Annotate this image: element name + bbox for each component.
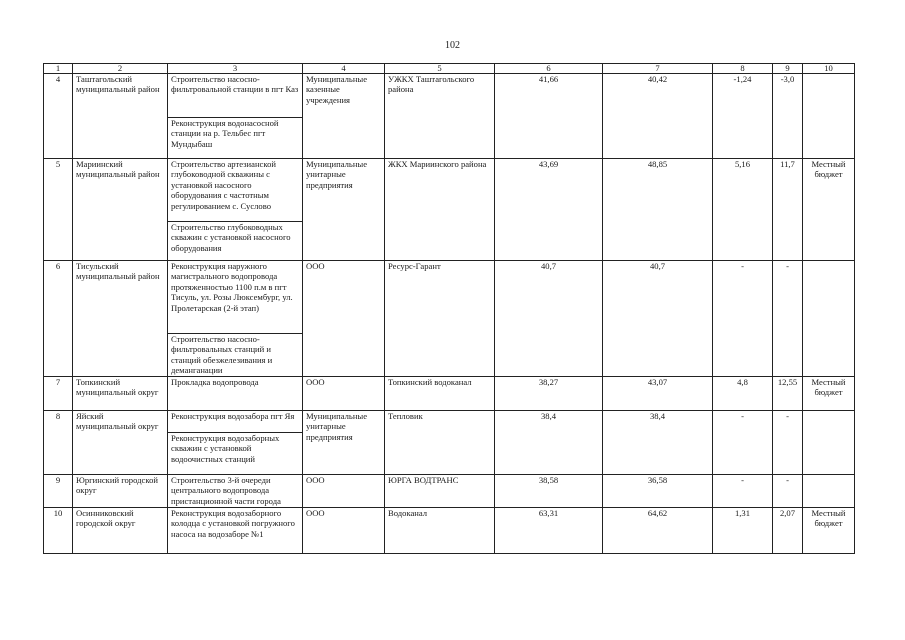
- table-row: [44, 508, 855, 554]
- district-cell: Мариинский муниципальный район: [73, 159, 168, 261]
- project-item: Реконструкция водозабора пгт Яя: [168, 411, 302, 433]
- projects-cell: [168, 159, 303, 261]
- value-cell-7: 38,4: [603, 411, 713, 475]
- operator-cell: ЮРГА ВОДТРАНС: [385, 475, 495, 508]
- header-cell-9: 9: [773, 64, 803, 74]
- header-cell-7: 7: [603, 64, 713, 74]
- value-cell-7: 40,7: [603, 261, 713, 377]
- value-cell-9: -: [773, 411, 803, 475]
- row-number-cell: 9: [44, 475, 73, 508]
- operator-cell: УЖКХ Таштагольского района: [385, 74, 495, 159]
- operator-cell: Топкинский водоканал: [385, 377, 495, 411]
- funding-source-cell: [803, 261, 855, 377]
- data-table: [43, 63, 855, 554]
- project-item: Реконструкция наружного магистрального водопровода протяженностью 1100 п.м в пгт Тисуль, ул. Розы Люксембург, ул. Пролетарская (2-й этап): [168, 261, 302, 334]
- funding-source-cell: [803, 74, 855, 159]
- value-cell-7: 64,62: [603, 508, 713, 554]
- funding-source-cell: [803, 411, 855, 475]
- organization-type-cell: Муниципальные унитарные предприятия: [303, 159, 385, 261]
- row-number-cell: 5: [44, 159, 73, 261]
- value-cell-6: 38,4: [495, 411, 603, 475]
- project-item: Строительство насосно-фильтровальных станций и станций обезжелезивания и деманганации: [171, 334, 273, 376]
- header-cell-8: 8: [713, 64, 773, 74]
- table-row: [44, 159, 855, 261]
- district-cell: Топкинский муниципальный округ: [73, 377, 168, 411]
- organization-type-cell: ООО: [303, 261, 385, 377]
- value-cell-9: -: [773, 261, 803, 377]
- projects-cell: [168, 411, 303, 475]
- district-cell: Юргинский городской округ: [73, 475, 168, 508]
- header-cell-6: 6: [495, 64, 603, 74]
- value-cell-8: 4,8: [713, 377, 773, 411]
- operator-cell: Водоканал: [385, 508, 495, 554]
- projects-cell: [168, 261, 303, 377]
- district-cell: Таштагольский муниципальный район: [73, 74, 168, 159]
- value-cell-8: 5,16: [713, 159, 773, 261]
- header-row: [44, 64, 855, 74]
- value-cell-8: -: [713, 261, 773, 377]
- row-number-cell: 7: [44, 377, 73, 411]
- project-item: Реконструкция водонасосной станции на р. Тельбес пгт Мундыбаш: [171, 118, 279, 149]
- project-item: Прокладка водопровода: [171, 377, 259, 387]
- district-cell: Осинниковский городской округ: [73, 508, 168, 554]
- value-cell-9: 11,7: [773, 159, 803, 261]
- table-row: [44, 475, 855, 508]
- header-cell-5: 5: [385, 64, 495, 74]
- operator-cell: ЖКХ Мариинского района: [385, 159, 495, 261]
- header-cell-1: 1: [44, 64, 73, 74]
- value-cell-7: 36,58: [603, 475, 713, 508]
- header-cell-10: 10: [803, 64, 855, 74]
- value-cell-7: 48,85: [603, 159, 713, 261]
- operator-cell: Ресурс-Гарант: [385, 261, 495, 377]
- row-number-cell: 10: [44, 508, 73, 554]
- district-cell: Тисульский муниципальный район: [73, 261, 168, 377]
- projects-cell: [168, 74, 303, 159]
- project-item: Строительство 3-й очереди центрального водопровода пристанционной части города: [171, 475, 281, 506]
- value-cell-9: -: [773, 475, 803, 508]
- value-cell-7: 43,07: [603, 377, 713, 411]
- value-cell-9: 12,55: [773, 377, 803, 411]
- value-cell-6: 40,7: [495, 261, 603, 377]
- project-item: Реконструкция водозаборного колодца с установкой погружного насоса на водозаборе №1: [171, 508, 295, 539]
- value-cell-8: 1,31: [713, 508, 773, 554]
- project-item: Строительство насосно-фильтровальной станции в пгт Каз: [168, 74, 302, 118]
- table-row: [44, 74, 855, 159]
- value-cell-6: 41,66: [495, 74, 603, 159]
- value-cell-9: 2,07: [773, 508, 803, 554]
- operator-cell: Тепловик: [385, 411, 495, 475]
- funding-source-cell: Местный бюджет: [803, 159, 855, 261]
- projects-cell: [168, 508, 303, 554]
- organization-type-cell: Муниципальные казенные учреждения: [303, 74, 385, 159]
- project-item: Строительство глубоководных скважин с установкой насосного оборудования: [171, 222, 291, 253]
- organization-type-cell: ООО: [303, 508, 385, 554]
- funding-source-cell: Местный бюджет: [803, 377, 855, 411]
- funding-source-cell: Местный бюджет: [803, 508, 855, 554]
- header-cell-4: 4: [303, 64, 385, 74]
- value-cell-6: 38,58: [495, 475, 603, 508]
- value-cell-6: 43,69: [495, 159, 603, 261]
- row-number-cell: 8: [44, 411, 73, 475]
- value-cell-6: 38,27: [495, 377, 603, 411]
- header-cell-2: 2: [73, 64, 168, 74]
- table-row: [44, 377, 855, 411]
- page-number: 102: [445, 40, 460, 51]
- organization-type-cell: Муниципальные унитарные предприятия: [303, 411, 385, 475]
- row-number-cell: 6: [44, 261, 73, 377]
- header-cell-3: 3: [168, 64, 303, 74]
- projects-cell: [168, 377, 303, 411]
- organization-type-cell: ООО: [303, 475, 385, 508]
- value-cell-9: -3,0: [773, 74, 803, 159]
- value-cell-8: -: [713, 411, 773, 475]
- project-item: Строительство артезианской глубоководной скважины с установкой насосного оборудования с частотным регулированием с. Суслово: [168, 159, 302, 222]
- project-item: Реконструкция водозаборных скважин с установкой водоочистных станций: [171, 433, 280, 464]
- value-cell-6: 63,31: [495, 508, 603, 554]
- funding-source-cell: [803, 475, 855, 508]
- value-cell-8: -1,24: [713, 74, 773, 159]
- projects-cell: [168, 475, 303, 508]
- value-cell-7: 40,42: [603, 74, 713, 159]
- table-row: [44, 411, 855, 475]
- organization-type-cell: ООО: [303, 377, 385, 411]
- district-cell: Яйский муниципальный округ: [73, 411, 168, 475]
- value-cell-8: -: [713, 475, 773, 508]
- row-number-cell: 4: [44, 74, 73, 159]
- table-row: [44, 261, 855, 377]
